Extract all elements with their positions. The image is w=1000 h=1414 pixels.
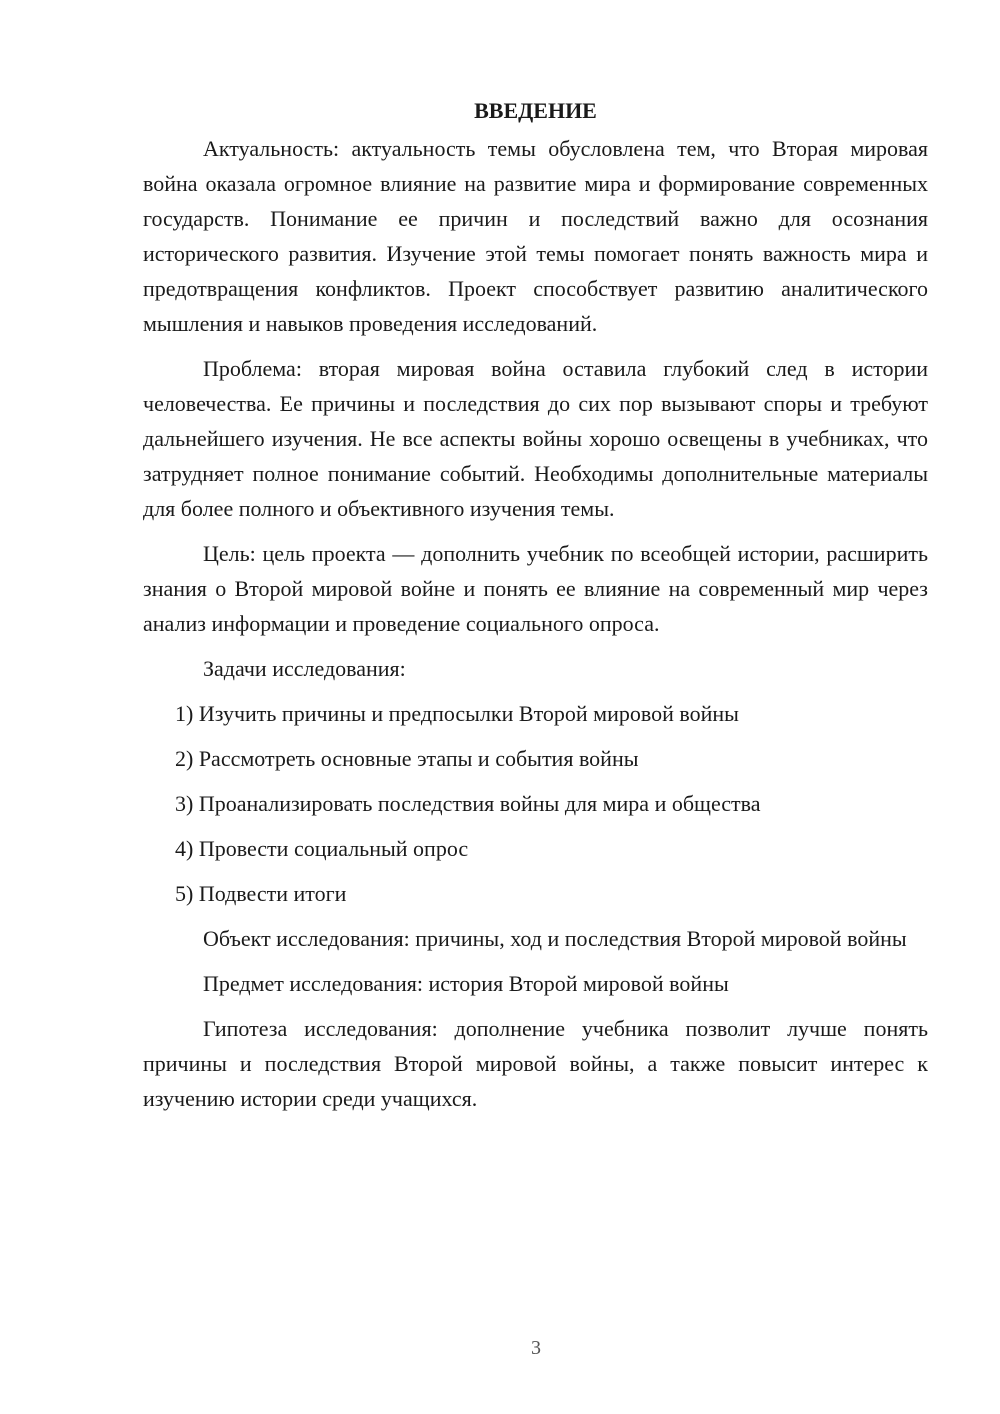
tasks-list: [143, 696, 928, 911]
section-title: ВВЕДЕНИЕ: [474, 98, 597, 123]
task-item-3: 3) Проанализировать последствия войны для мира и общества: [175, 791, 761, 816]
task-item-4: 4) Провести социальный опрос: [175, 836, 469, 861]
goal-paragraph: Цель: цель проекта — дополнить учебник по всеобщей истории, расширить знания о Второй мировой войне и понять ее влияние на современный мир через анализ информации и проведение социального опроса.: [143, 541, 928, 636]
page-number: 3: [531, 1337, 541, 1359]
relevance-paragraph: Актуальность: актуальность темы обусловлена тем, что Вторая мировая война оказала огромное влияние на развитие мира и формирование современных государств. Понимание ее причин и последствий важно для осознания исторического развития. Изучение этой темы помогает понять важность мира и предотвращения конфликтов. Проект способствует развитию аналитического мышления и навыков проведения исследований.: [143, 136, 928, 336]
task-item-5: 5) Подвести итоги: [175, 881, 347, 906]
problem-paragraph: Проблема: вторая мировая война оставила глубокий след в истории человечества. Ее причины и последствия до сих пор вызывают споры и требуют дальнейшего изучения. Не все аспекты войны хорошо освещены в учебниках, что затрудняет полное понимание событий. Необходимы дополнительные материалы для более полного и объективного изучения темы.: [143, 356, 928, 521]
task-item-1: 1) Изучить причины и предпосылки Второй мировой войны: [175, 701, 739, 726]
hypothesis-paragraph: Гипотеза исследования: дополнение учебника позволит лучше понять причины и последствия Второй мировой войны, а также повысит интерес к изучению истории среди учащихся.: [143, 1016, 928, 1111]
tasks-heading: Задачи исследования:: [203, 656, 406, 681]
page-content: [143, 93, 928, 1126]
subject-paragraph: Предмет исследования: история Второй мировой войны: [203, 971, 729, 996]
object-paragraph: Объект исследования: причины, ход и последствия Второй мировой войны: [203, 926, 907, 951]
task-item-2: 2) Рассмотреть основные этапы и события войны: [175, 746, 639, 771]
